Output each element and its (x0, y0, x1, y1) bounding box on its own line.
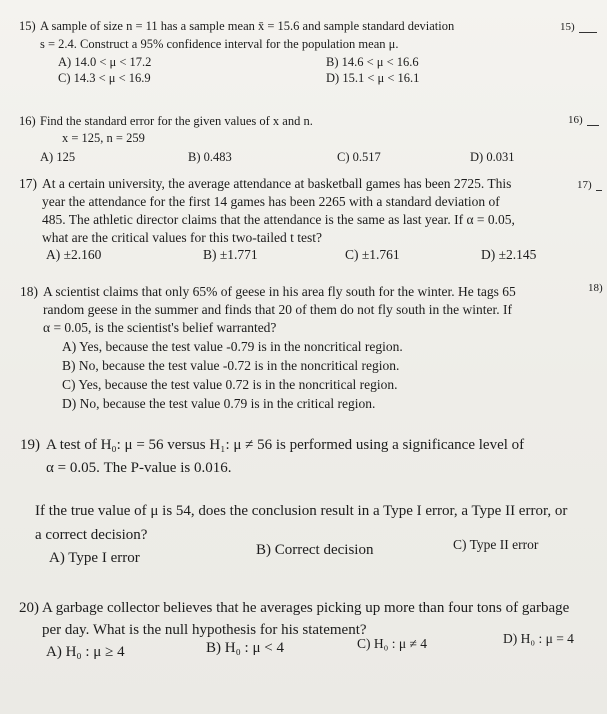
question-20-text-line2: per day. What is the null hypothesis for his statement? (42, 622, 367, 638)
question-16-choice-c[interactable]: C) 0.517 (337, 150, 381, 164)
question-16-choice-d[interactable]: D) 0.031 (470, 150, 515, 164)
question-17-choice-d[interactable]: D) ±2.145 (481, 247, 537, 262)
question-19-text-line4: a correct decision? (35, 527, 148, 543)
question-15-choice-d[interactable]: D) 15.1 < μ < 16.1 (326, 71, 420, 85)
answer-blank-16[interactable] (568, 114, 599, 126)
question-16-text-line2: x = 125, n = 259 (62, 131, 145, 145)
answer-blank-18-label: 18) (588, 282, 603, 294)
question-19-text-line1: A test of H₀: μ = 56 versus H₁: μ ≠ 56 is performed using a significance level of (46, 437, 525, 453)
question-15-choice-c[interactable]: C) 14.3 < μ < 16.9 (58, 71, 151, 85)
answer-blank-17-line (596, 190, 602, 191)
question-19-choice-c[interactable]: C) Type II error (453, 537, 539, 552)
question-15-text-line1: A sample of size n = 11 has a sample mean x̄ = 15.6 and sample standard deviation (40, 19, 455, 33)
question-17-choice-a[interactable]: A) ±2.160 (46, 247, 102, 262)
question-16-choice-a[interactable]: A) 125 (40, 150, 76, 164)
answer-blank-16-line (587, 125, 599, 126)
question-18-choice-a[interactable]: A) Yes, because the test value -0.79 is in the noncritical region. (62, 339, 403, 354)
question-16-number: 16) (19, 114, 36, 128)
question-20-choice-b[interactable]: B) H₀ : μ < 4 (206, 640, 284, 656)
question-16-text-line1: Find the standard error for the given values of x and n. (40, 114, 313, 128)
question-18-choice-c[interactable]: C) Yes, because the test value 0.72 is in the noncritical region. (62, 377, 398, 392)
question-19-text-line3: If the true value of μ is 54, does the conclusion result in a Type I error, a Type II error, or (35, 503, 568, 519)
question-20-choice-a[interactable]: A) H₀ : μ ≥ 4 (46, 644, 125, 660)
question-19-choice-a[interactable]: A) Type I error (49, 550, 140, 566)
question-17-text-line3: 485. The athletic director claims that the attendance is the same as last year. If α = 0.05, (42, 212, 515, 227)
question-15-choice-b[interactable]: B) 14.6 < μ < 16.6 (326, 55, 419, 69)
question-20-text-line1: A garbage collector believes that he averages picking up more than four tons of garbage (42, 600, 570, 616)
question-19-text-line2: α = 0.05. The P-value is 0.016. (46, 460, 232, 476)
question-16-choice-b[interactable]: B) 0.483 (188, 150, 232, 164)
question-17-number: 17) (19, 176, 37, 191)
question-15-number: 15) (19, 19, 36, 33)
question-18-choice-d[interactable]: D) No, because the test value 0.79 is in the critical region. (62, 396, 376, 411)
question-18-number: 18) (20, 284, 38, 299)
question-17-choice-b[interactable]: B) ±1.771 (203, 247, 258, 262)
question-20-number: 20) (19, 600, 39, 616)
question-18-text-line3: α = 0.05, is the scientist's belief warranted? (43, 320, 277, 335)
question-17-text-line1: At a certain university, the average attendance at basketball games has been 2725. This (42, 176, 512, 191)
answer-blank-15-label: 15) (560, 21, 575, 33)
question-17-text-line4: what are the critical values for this two-tailed t test? (42, 230, 323, 245)
question-17-choice-c[interactable]: C) ±1.761 (345, 247, 400, 262)
answer-blank-16-label: 16) (568, 114, 583, 126)
answer-blank-18[interactable] (588, 282, 603, 294)
question-20-choice-c[interactable]: C) H₀ : μ ≠ 4 (357, 636, 427, 651)
question-19-choice-b[interactable]: B) Correct decision (256, 542, 374, 558)
answer-blank-17-label: 17) (577, 179, 592, 191)
answer-blank-15-line (579, 32, 597, 33)
answer-blank-15[interactable] (560, 21, 597, 33)
question-19-number: 19) (20, 437, 40, 453)
question-20-choice-d[interactable]: D) H₀ : μ = 4 (503, 631, 574, 646)
question-18-text-line1: A scientist claims that only 65% of geese in his area fly south for the winter. He tags 65 (43, 284, 516, 299)
question-15-text-line2: s = 2.4. Construct a 95% confidence interval for the population mean μ. (40, 37, 399, 51)
question-17-text-line2: year the attendance for the first 14 games has been 2265 with a standard deviation of (42, 194, 500, 209)
answer-blank-17[interactable] (577, 179, 602, 191)
question-18-choice-b[interactable]: B) No, because the test value -0.72 is in the noncritical region. (62, 358, 400, 373)
question-15-choice-a[interactable]: A) 14.0 < μ < 17.2 (58, 55, 152, 69)
question-18-text-line2: random geese in the summer and finds that 20 of them do not fly south in the winter. If (43, 302, 513, 317)
